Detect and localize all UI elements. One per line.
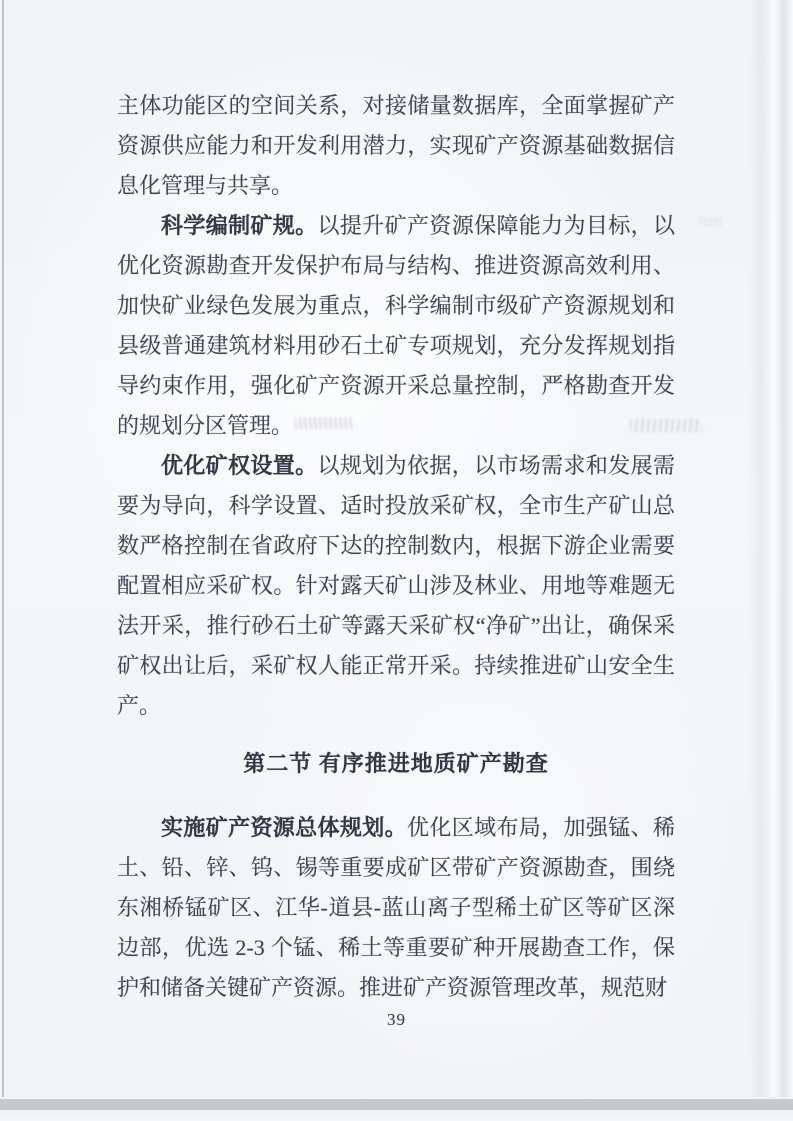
paragraph-lead-bold: 优化矿权设置。 <box>161 453 318 478</box>
scan-smudge <box>295 417 353 429</box>
paragraph-compile-mining-plan <box>117 206 675 446</box>
document-body <box>117 86 675 1008</box>
scan-smudge <box>700 217 722 226</box>
paragraph-optimize-mining-rights <box>117 446 675 726</box>
scan-edge-left <box>2 0 4 1097</box>
paragraph-implement-overall-plan <box>117 808 675 1008</box>
page-number: 39 <box>387 1010 406 1029</box>
paragraph-text: 以提升矿产资源保障能力为目标，以优化资源勘查开发保护布局与结构、推进资源高效利用、加快矿业绿色发展为重点，科学编制市级矿产资源规划和县级普通建筑材料用砂石土矿专项规划，充分发挥规划指导约束作用，强化矿产资源开采总量控制，严格勘查开发的规划分区管理。 <box>117 213 675 438</box>
paragraph-continuation <box>117 86 675 206</box>
paragraph-lead-bold: 科学编制矿规。 <box>161 213 318 238</box>
section-heading: 第二节 有序推进地质矿产勘查 <box>243 751 549 776</box>
paragraph-text: 以规划为依据，以市场需求和发展需要为导向，科学设置、适时投放采矿权，全市生产矿山总数严格控制在省政府下达的控制数内，根据下游企业需要配置相应采矿权。针对露天矿山涉及林业、用地等难题无法开采，推行砂石土矿等露天采矿权“净矿”出让，确保采矿权出让后，采矿权人能正常开采。持续推进矿山安全生产。 <box>117 453 675 718</box>
paragraph-text: 优化区域布局，加强锰、稀土、铅、锌、钨、锡等重要成矿区带矿产资源勘查，围绕东湘桥锰矿区、江华-道县-蓝山离子型稀土矿区等矿区深边部，优选 2-3 个锰、稀土等重要矿种开展勘查工作，保护和储备关键矿产资源。推进矿产资源管理改革，规范财 <box>117 815 675 1000</box>
scan-edge-right <box>749 0 793 1097</box>
paragraph-text: 主体功能区的空间关系，对接储量数据库，全面掌握矿产资源供应能力和开发利用潜力，实现矿产资源基础数据信息化管理与共享。 <box>117 93 675 198</box>
scan-edge-bottom <box>0 1097 793 1121</box>
paragraph-lead-bold: 实施矿产资源总体规划。 <box>161 815 407 840</box>
scan-smudge <box>630 419 702 432</box>
